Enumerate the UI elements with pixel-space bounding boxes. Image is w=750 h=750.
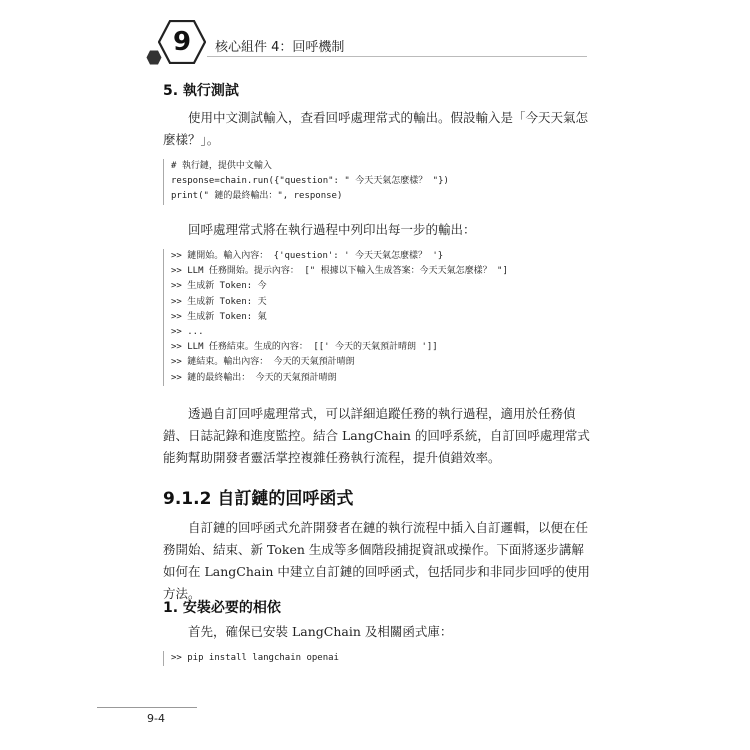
code-line: >> 生成新 Token: 氣 [171, 311, 267, 322]
code-line: # 執行鏈，提供中文輸入 [171, 161, 272, 171]
code-line: >> pip install langchain openai [171, 653, 339, 663]
header-divider [207, 56, 587, 57]
chapter-header [0, 0, 750, 70]
code-line: response=chain.run({"question": " 今天天氣怎麼樣？ "}) [171, 176, 449, 187]
code-block-run-chain [163, 159, 596, 205]
page-number: 9-4 [147, 712, 165, 725]
code-line: >> 生成新 Token: 今 [171, 281, 267, 292]
code-block-output [163, 249, 596, 386]
code-line: >> 鏈開始。輸入內容： {'question': ' 今天天氣怎麼樣？ '} [171, 251, 444, 261]
footer-divider [97, 707, 197, 708]
code-line: >> ... [171, 326, 204, 337]
code-block-install [163, 651, 596, 666]
paragraph-callback-summary: 透過自訂回呼處理常式，可以詳細追蹤任務的執行過程，適用於任務偵錯、日誌記錄和進度監控。結合 LangChain 的回呼系統，自訂回呼處理常式能夠幫助開發者靈活掌控複雜任務執行流程，提升偵錯效率。 [163, 406, 590, 465]
paragraph-install-intro: 首先，確保已安裝 LangChain 及相關函式庫： [188, 624, 453, 639]
chapter-title: 核心組件 4：回呼機制 [215, 40, 345, 55]
code-line: >> LLM 任務結束。生成的內容： [[' 今天的天氣預計晴朗 ']] [171, 342, 438, 353]
code-line: >> 鏈的最終輸出： 今天的天氣預計晴朗 [171, 372, 337, 383]
section-heading-run-test: 5. 執行測試 [163, 83, 239, 99]
section-heading-install: 1. 安裝必要的相依 [163, 600, 281, 616]
chapter-number: 9 [172, 27, 192, 57]
paragraph-custom-callback-intro: 自訂鏈的回呼函式允許開發者在鏈的執行流程中插入自訂邏輯，以便在任務開始、結束、新 Token 生成等多個階段捕捉資訊或操作。下面將逐步講解如何在 LangChain 中建立自訂鏈的回呼函式，包括同步和非同步回呼的使用方法。 [163, 520, 590, 601]
code-line: >> 生成新 Token: 天 [171, 296, 267, 307]
code-line: >> LLM 任務開始。提示內容： [" 根據以下輸入生成答案：今天天氣怎麼樣？ "] [171, 266, 508, 277]
subsection-heading: 9.1.2 自訂鏈的回呼函式 [163, 489, 354, 509]
paragraph-output-intro: 回呼處理常式將在執行過程中列印出每一步的輸出： [188, 222, 476, 237]
paragraph-test-intro: 使用中文測試輸入，查看回呼處理常式的輸出。假設輸入是「今天天氣怎麼樣？」。 [163, 110, 589, 147]
code-line: print(" 鏈的最終輸出：", response) [171, 191, 343, 202]
code-line: >> 鏈結束。輸出內容： 今天的天氣預計晴朗 [171, 357, 355, 368]
